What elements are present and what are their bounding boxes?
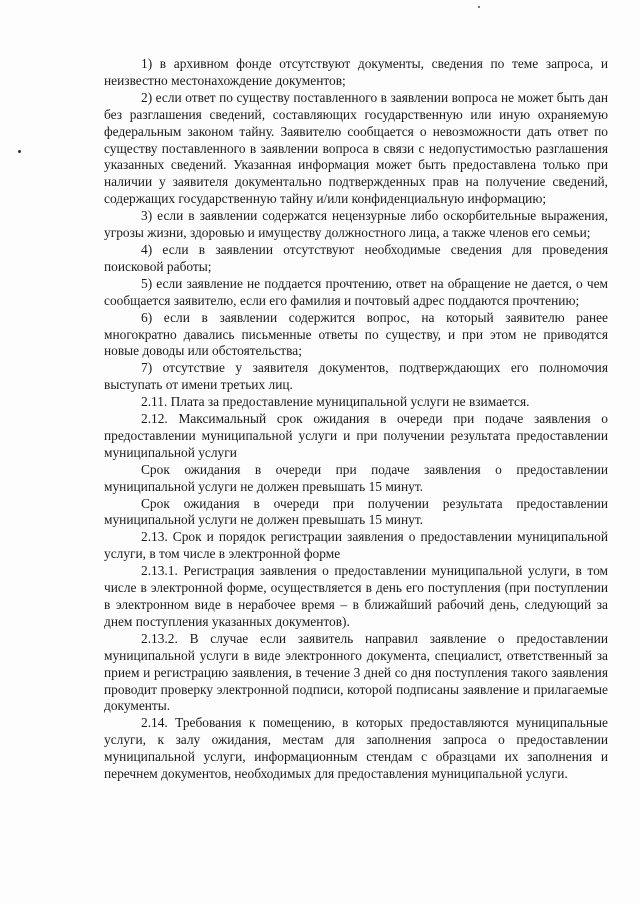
list-item-5: 5) если заявление не поддается прочтению, ответ на обращение не дается, о чем сообщается заявителю, если его фамилия и почтовый адрес поддаются прочтению;: [104, 275, 608, 308]
section-2-13-2: 2.13.2. В случае если заявитель направил заявление о предоставлении муниципальной услуги в виде электронного документа, специалист, ответственный за прием и регистрацию заявления, в течение 3 дней со дня поступления такого заявления проводит проверку электронной подписи, которой подписаны заявление и прилагаемые документы.: [104, 630, 608, 714]
list-item-4: 4) если в заявлении отсутствуют необходимые сведения для проведения поисковой работы;: [104, 241, 608, 274]
paragraph-queue-submission: Срок ожидания в очереди при подаче заявления о предоставлении муниципальной услуги не должен превышать 15 минут.: [104, 461, 608, 494]
list-item-3: 3) если в заявлении содержатся нецензурные либо оскорбительные выражения, угрозы жизни, здоровью и имуществу должностного лица, а также членов его семьи;: [104, 208, 608, 241]
section-2-13-1: 2.13.1. Регистрация заявления о предоставлении муниципальной услуги, в том числе в электронной форме, осуществляется в день его поступления (при поступлении в электронном виде в нерабочее время – в ближайший рабочий день, следующий за днем поступления указанных документов).: [104, 563, 608, 629]
section-2-11: 2.11. Плата за предоставление муниципальной услуги не взимается.: [141, 394, 530, 410]
list-item-7: 7) отсутствие у заявителя документов, подтверждающих его полномочия выступать от имени третьих лиц.: [104, 360, 608, 393]
list-item-1: 1) в архивном фонде отсутствуют документы, сведения по теме запроса, и неизвестно местонахождение документов;: [104, 56, 608, 88]
section-2-12: 2.12. Максимальный срок ожидания в очереди при подаче заявления о предоставлении муниципальной услуги и при получении результата предоставлении муниципальной услуги: [104, 411, 608, 460]
section-2-14: 2.14. Требования к помещению, в которых предоставляются муниципальные услуги, к залу ожидания, местам для заполнения запроса о предоставлении муниципальной услуги, информационным стендам с образцами их заполнения и перечнем документов, необходимых для предоставления муниципальной услуги.: [104, 715, 608, 782]
scan-artifact: [478, 6, 480, 8]
document-body: [104, 56, 608, 783]
section-2-13: 2.13. Срок и порядок регистрации заявления о предоставлении муниципальной услуги, в том числе в электронной форме: [104, 529, 608, 562]
list-item-6: 6) если в заявлении содержится вопрос, на который заявителю ранее многократно давались письменные ответы по существу, и при этом не приводятся новые доводы или обстоятельства;: [104, 309, 608, 359]
paragraph-queue-result: Срок ожидания в очереди при получении результата предоставлении муниципальной услуги не должен превышать 15 минут.: [104, 495, 608, 528]
list-item-2: 2) если ответ по существу поставленного в заявлении вопроса не может быть дан без разглашения сведений, составляющих государственную или иную охраняемую федеральным законом тайну. Заявителю сообщается о невозможности дать ответ по существу поставленного в заявлении вопроса в связи с недопустимостью разглашения указанных сведений. Указанная информация может быть предоставлена только при наличии у заявителя документально подтвержденных прав на получение сведений, содержащих государственную тайну и/или конфиденциальную информацию;: [104, 89, 608, 207]
scan-artifact-dot: [18, 150, 21, 153]
